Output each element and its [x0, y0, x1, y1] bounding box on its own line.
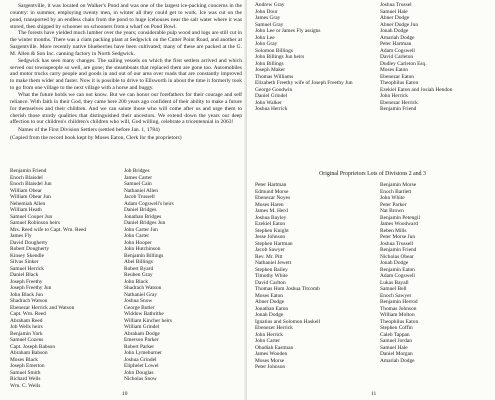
name-entry: Benjamin Friend: [380, 247, 417, 253]
name-entry: Benjamin Friend: [10, 168, 47, 174]
name-entry: Caleb Tappan: [380, 331, 410, 338]
name-entry: Daniel Grindel: [255, 93, 288, 99]
name-entry: Job Bridges: [124, 168, 150, 174]
name-entry: Jonathan Bridges: [124, 213, 162, 220]
name-entry: Benjamin Morse: [380, 182, 417, 188]
name-entry: Peter Parker: [380, 201, 407, 208]
name-entry: Dudley Carleton Esq.: [380, 60, 427, 67]
name-entry: Robert Parker: [124, 343, 155, 350]
name-entry: Adam Cogswell: [380, 273, 415, 279]
name-entry: John Carter: [124, 233, 150, 239]
name-entry: Abner Dodge: [380, 15, 410, 21]
name-entry: Thomas Johnson: [380, 305, 417, 312]
name-entry: David Dougherty: [10, 239, 48, 246]
paragraph-changes: Sedgwick has seen many changes. The sailing vessels on which the first settlers arrived and which served our townspeople so well, are gone; the steamboats that replaced them are gone too. Automobiles and motor trucks carry people and goods in and out of our area over roads that are constantly improved to make them wider and faster. Now it is possible to drive to Ellsworth in about the time it formerly took to go from one village to the next village with a horse and buggy.: [10, 57, 242, 92]
name-entry: Capt. Wm. Reed: [10, 311, 46, 317]
proprietors-column-2: [380, 182, 420, 364]
name-entry: Eliphelet Lowel: [124, 363, 159, 369]
name-entry: Samuel Hale: [380, 344, 408, 351]
name-entry: George Butler: [124, 304, 155, 311]
name-entry: Robert Byard: [124, 265, 154, 272]
name-entry: Joshua Trussell: [380, 240, 414, 247]
name-entry: Samuel Gray: [255, 21, 284, 28]
name-entry: Joseph Freethy Jun: [10, 285, 52, 291]
name-entry: Daniel Morgan: [380, 351, 413, 357]
name-entry: Joshua Bayley: [255, 214, 287, 221]
name-entry: Peter Johnson: [255, 364, 286, 370]
name-entry: Nathaniel Gray: [124, 291, 158, 298]
name-entry: Samuel Hale: [380, 8, 408, 15]
name-entry: David Carleton: [380, 54, 414, 60]
name-entry: Enoch Blaisdel Jun: [10, 181, 52, 187]
name-entry: Samuel Bell: [380, 286, 407, 292]
name-entry: Nicholas Obear: [380, 253, 414, 260]
name-entry: Lukas Bayall: [380, 279, 409, 286]
left-page: [0, 0, 247, 400]
name-entry: Stephen Knight: [255, 227, 289, 234]
name-entry: Wm. C. Wells: [10, 382, 41, 389]
name-entry: Benjamin Friend: [380, 106, 417, 112]
name-entry: Joshua Snow: [124, 298, 153, 304]
name-entry: Adam Cogswell's heirs: [124, 200, 174, 207]
name-entry: Enoch Sawyer: [380, 292, 412, 299]
name-entry: Samuel Cooper Jun: [10, 213, 53, 220]
name-entry: Ebenezar Herrick and Watson: [10, 304, 75, 311]
name-entry: Stephen Hartman: [255, 240, 293, 247]
name-entry: Nathaniel Jewett: [255, 260, 292, 266]
proprietors-column-1: [255, 182, 320, 371]
name-entry: Peter Hartman: [380, 41, 412, 47]
name-entry: James Carter: [124, 174, 152, 181]
name-entry: John Gray: [255, 41, 278, 47]
name-entry: John White: [380, 195, 405, 201]
name-entry: Peter Morse Jun: [380, 234, 416, 240]
page-number: 10: [122, 391, 128, 397]
name-entry: Abraham Babson: [10, 350, 48, 356]
name-entry: John Billings Jun heirs: [255, 54, 305, 60]
name-entry: Edmund Morse: [255, 188, 289, 195]
name-entry: Nehemiah Allen: [10, 200, 46, 207]
name-entry: Emerson Parker: [124, 337, 159, 343]
name-entry: Reben Mills: [380, 227, 407, 234]
name-entry: Solomon Billings: [255, 47, 293, 54]
name-entry: William Heath: [10, 207, 42, 213]
name-entry: John Walker: [255, 99, 282, 106]
name-entry: Moses Haren: [255, 201, 284, 208]
settlers-column-3: [255, 2, 353, 113]
proprietors-section-title: Original Proprietors Lots of Divisions 2 and 3: [319, 171, 426, 177]
name-entry: Abraham Dodge: [124, 330, 160, 337]
name-entry: Moses Black: [10, 356, 38, 363]
name-entry: Rev. Mr. Pitt: [255, 253, 283, 260]
name-entry: Mrs. Reed wife to Capt. Wm. Reed: [10, 226, 87, 233]
name-entry: Ezekiel Eaton and Josiah Hendon: [380, 86, 453, 93]
name-entry: Benjamin York: [10, 330, 43, 337]
name-entry: Samuel Smith: [10, 369, 41, 376]
name-entry: Ebenezer Herrick: [255, 325, 293, 331]
page-number: 11: [371, 391, 377, 397]
history-narrative: [10, 3, 242, 142]
name-entry: Capt. Joseph Babson: [10, 343, 56, 350]
name-entry: Reuben Gray: [124, 272, 153, 278]
name-entry: Samuel Cozens: [10, 337, 44, 343]
name-entry: Enoch Bartlett: [380, 188, 412, 195]
name-entry: Ebenezar Eaton: [380, 73, 414, 80]
first-division-heading: Names of the First Division Settlers (settled before Jan. 1, 1784): [18, 127, 160, 134]
name-entry: Abner Dodge: [255, 299, 285, 305]
name-entry: Kinsey Skendle: [10, 252, 44, 259]
name-entry: Ignatius and Solomon Haskell: [255, 318, 321, 325]
name-entry: Jonah Dodge: [255, 312, 284, 318]
name-entry: Thomas Williams: [255, 73, 294, 80]
name-entry: Elizabeth Freethy wife of Joseph Freethy Jun: [255, 80, 353, 86]
name-entry: Adam Cogswell: [380, 47, 415, 54]
name-entry: Jonathan Eaton: [255, 305, 289, 312]
name-entry: Nathaniel Allen: [124, 187, 158, 194]
name-entry: Thomas Hom Joshua Titcomb: [255, 286, 320, 292]
name-entry: Theophilus Eaton: [380, 80, 419, 86]
name-entry: Daniel Bridges: [124, 207, 157, 213]
name-entry: John Black: [124, 278, 149, 285]
name-entry: Nat Brown: [380, 208, 404, 214]
name-entry: John Carter: [255, 338, 281, 344]
name-entry: Nicholas Snow: [124, 376, 157, 382]
name-entry: Moses Morse: [255, 357, 285, 364]
name-entry: John Carter Jun: [124, 226, 158, 233]
name-entry: Amariah Dodge: [380, 357, 415, 364]
name-entry: Enoch Blaisdel: [10, 174, 43, 181]
name-entry: Robert Dougherty: [10, 246, 50, 252]
name-entry: Jacob Trussell: [124, 194, 155, 200]
name-entry: Ebenezar Herrick: [380, 99, 418, 106]
name-entry: James Woodward: [380, 221, 418, 227]
paragraph-forests: The forests have yielded much lumber over the years; considerable pulp wood and logs are still cut in the winter months. There was a clam packing plant at Sedgwick on the Cutter Point Road, and another at Sargentville. More recently native blueberries have been cultivated; many of these are packed at the G. M. Allen & Son Inc. canning factory in North Sedgwick.: [10, 30, 242, 57]
name-entry: Job Wells heirs: [10, 324, 43, 330]
name-entry: John Hutchinson: [124, 246, 161, 252]
name-entry: John Douglas: [124, 369, 154, 376]
name-entry: Widdow Bathrithe: [124, 311, 164, 317]
name-entry: Moses Eaton: [380, 67, 408, 73]
settlers-column-1: [10, 168, 86, 389]
name-entry: James M. Herd: [255, 208, 288, 214]
name-entry: John Herrick: [255, 331, 283, 338]
name-entry: Abel Billings: [124, 259, 153, 265]
name-entry: Shadrach Watson: [124, 285, 162, 291]
settlers-column-2: [124, 168, 174, 383]
name-entry: John Hooper: [124, 239, 152, 246]
name-entry: John Lymeburner: [124, 350, 162, 356]
name-entry: John Black Jun: [10, 291, 43, 298]
name-entry: Daniel Bridges Jun: [124, 220, 166, 226]
name-entry: Abraham Reed: [10, 317, 43, 324]
name-entry: Daniel Black: [10, 272, 39, 278]
name-entry: Jesse Johnson: [255, 234, 286, 240]
name-entry: Jonah Dodge: [380, 28, 409, 34]
name-entry: Theophilus Eaton: [380, 318, 419, 325]
name-entry: John Dour: [255, 8, 278, 15]
name-entry: Amariah Dodge: [380, 34, 415, 41]
name-entry: Abner Dodge Jun: [380, 21, 419, 28]
paragraph-ice-industry: Sargentville, it was located on Walker's Pond and was one of the largest ice-packing concerns in the country: in summer, employing twenty men, in winter all they could get to work. Ice was cut on the pond, transported by an endless chain from the pond to huge icehouses near the salt water where it was stored, then shipped by schooner on schooners from a wharf on Pond Bowl.: [10, 3, 242, 30]
name-entry: William Obear: [10, 187, 42, 194]
name-entry: Jacob Sawyer: [255, 247, 285, 253]
settlers-column-4: [380, 2, 452, 113]
name-entry: Joseph Emerton: [10, 363, 45, 369]
name-entry: Joshua Grindel: [124, 356, 157, 363]
name-entry: Benjamin Billings: [124, 252, 164, 259]
paragraph-future: What the future holds we can not know. But we can honor our forefathers for their courage and self reliance. With faith in their God, they came here 200 years ago confident of their ability to make a future for themselves and their children. And we can salute those who will come after us and urge them to cherish those sturdy qualities that distinguished their ancestors. We extend down the years our deep affection to our children's children's children who will, God willing, celebrate a tricentennial in 2063!: [10, 91, 242, 126]
name-entry: Silvas Sinker: [10, 259, 39, 265]
name-entry: Joseph Freethy: [10, 278, 43, 285]
name-entry: Richard Wells: [10, 376, 41, 382]
name-entry: George Goodwin: [255, 86, 293, 93]
record-book-note: (Copied from the record book kept by Moses Eaton, Clerk for the proprietors): [10, 135, 182, 142]
name-entry: William Grindel: [124, 324, 160, 330]
name-entry: William Molton: [380, 312, 415, 318]
name-entry: Samuel Herrick: [10, 265, 44, 272]
name-entry: John Billings: [255, 60, 284, 67]
name-entry: Moses Eaton: [255, 292, 283, 299]
right-page: [247, 0, 495, 400]
name-entry: Joseph Maker: [255, 67, 286, 73]
name-entry: Ebenezar Noyes: [255, 195, 291, 201]
name-entry: Obadiah Eastman: [255, 344, 294, 351]
name-entry: Peter Hartman: [255, 182, 287, 188]
name-entry: James Fly: [10, 233, 32, 239]
name-entry: Stephen Coffin: [380, 325, 413, 331]
name-entry: Samuel Cain: [124, 181, 152, 187]
name-entry: Benjamin Petengil: [380, 214, 420, 221]
name-entry: Stephen Bailey: [255, 266, 288, 273]
name-entry: William Obear Jun: [10, 194, 51, 200]
name-entry: Shadrach Watson: [10, 298, 48, 304]
name-entry: William Kincher heirs: [124, 317, 172, 324]
name-entry: John Lee or James Fly assigns: [255, 28, 321, 34]
name-entry: Joshua Trussel: [380, 2, 412, 8]
name-entry: Timothy White: [255, 273, 288, 279]
name-entry: Samuel Robinson heirs: [10, 220, 61, 226]
name-entry: James Wooden: [255, 351, 288, 357]
name-entry: Ezekiel Eaton: [255, 221, 286, 227]
name-entry: David Carlton: [255, 279, 286, 286]
name-entry: John Herrick: [380, 93, 408, 99]
name-entry: Benjamin Eaton: [380, 266, 415, 273]
name-entry: Samuel Jordan: [380, 338, 412, 344]
name-entry: Joshua Herrick: [255, 106, 288, 112]
name-entry: Andrew Gray: [255, 2, 285, 8]
name-entry: John Lee: [255, 34, 275, 41]
name-entry: Jonah Dodge: [380, 260, 409, 266]
name-entry: James Gray: [255, 15, 281, 21]
name-entry: Benjamin Herrod: [380, 299, 418, 305]
